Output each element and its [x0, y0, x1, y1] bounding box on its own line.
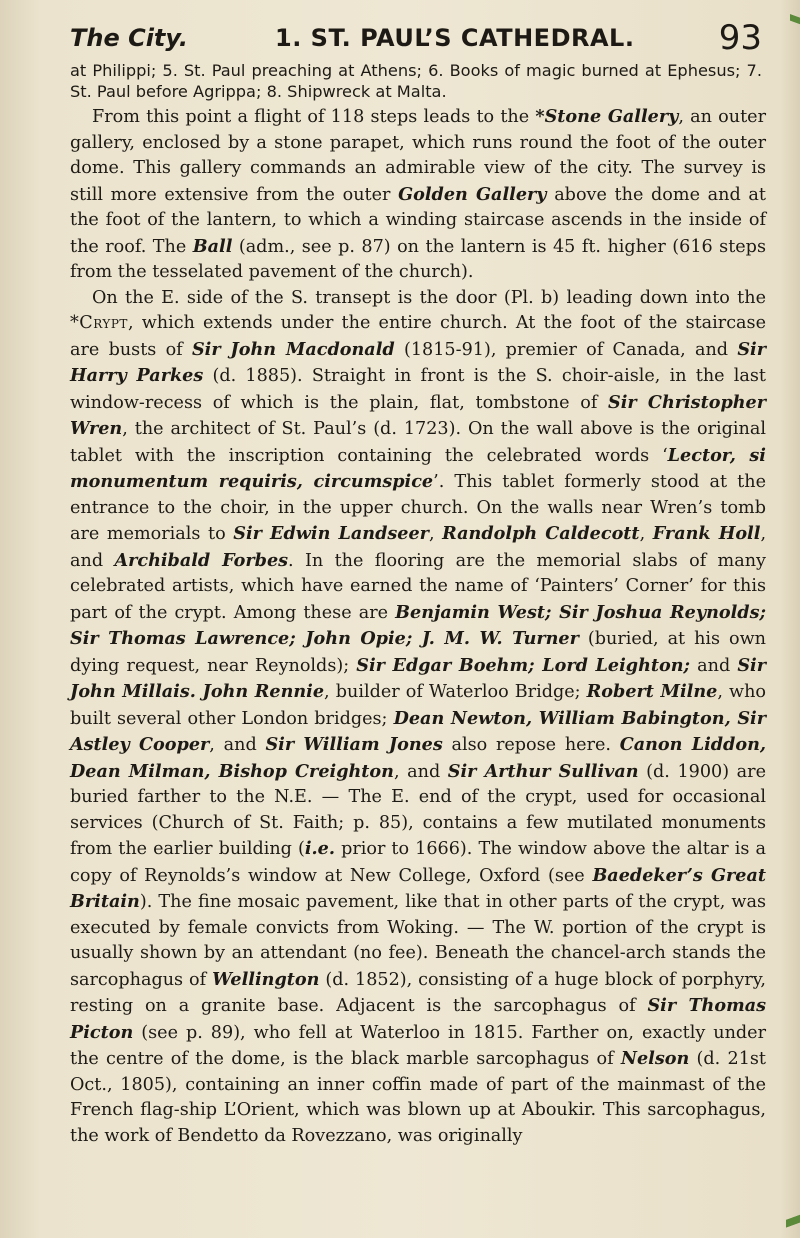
figure-list-text: at Philippi; 5. St. Paul preaching at Athens; 6. Books of magic burned at Ephesus; 7. St. Paul before Agrippa; 8. Shipwreck at Malta.	[70, 61, 762, 101]
emphasis-text: Sir William Jones	[265, 734, 443, 755]
text-run: (d. 1885). Straight in front is the S. choir-aisle, in the last window-recess of which is the plain, flat, tombstone of	[70, 366, 766, 413]
text-run: ). The fine mosaic pavement, like that in other parts of the crypt, was executed by female convicts from Woking. — The W. portion of the crypt is usually shown by an attendant (no fee). Beneath the chancel-arch stands the sarcophagus of	[70, 892, 766, 990]
emphasis-text: Sir Edwin Landseer	[233, 523, 429, 544]
page-number: 93	[718, 18, 762, 58]
body-text	[70, 104, 766, 1149]
text-run: On the E. side of the S. transept is the door (Pl. b) leading down into the	[92, 287, 766, 308]
emphasis-text: Baedeker’s Great Britain	[70, 864, 766, 912]
text-run: (see p. 89), who fell at Waterloo in 1815. Farther on, exactly under the centre of the dome, is the black marble sarcophagus of	[70, 1022, 766, 1069]
text-run: , who built several other London bridges;	[70, 682, 767, 729]
emphasis-text: Wellington	[212, 968, 320, 990]
emphasis-text: Archibald Forbes	[114, 549, 289, 571]
emphasis-text: Sir Arthur Sullivan	[447, 760, 639, 782]
text-run: , the architect of St. Paul’s (d. 1723). On the wall above is the original tablet with the inscription containing the celebrated words ‘	[70, 419, 766, 466]
text-run: (d. 1900) are buried farther to the N.E. — The E. end of the crypt, used for occasional services (Church of St. Faith; p. 85), contains a few mutilated monuments from the earlier building (	[70, 761, 766, 859]
text-run: , and	[393, 761, 448, 782]
running-header	[70, 18, 762, 58]
text-run: , which extends under the entire church. At the foot of the staircase are busts of	[70, 313, 766, 360]
emphasis-text: Benjamin West; Sir Joshua Reynolds; Sir Thomas Lawrence; John Opie; J. M. W. Turner	[70, 601, 766, 649]
paragraph	[70, 104, 766, 286]
small-caps-text: *Crypt	[70, 313, 128, 333]
text-run: also repose here.	[442, 735, 620, 755]
emphasis-text: Canon Liddon, Dean Milman, Bishop Creighton	[70, 734, 767, 782]
text-run: ’. This tablet formerly stood at the entrance to the choir, in the upper church. On the walls near Wren’s tomb are memorials to	[70, 472, 766, 544]
text-run: , and	[70, 524, 767, 571]
header-section-title: The City.	[70, 24, 188, 52]
text-run: (adm., see p. 87) on the lantern is 45 ft. higher (616 steps from the tesselated pavement of the church).	[70, 236, 766, 282]
emphasis-text: Frank Holl	[652, 523, 761, 544]
text-run: and	[690, 655, 738, 676]
text-run: (1815-91), premier of Canada, and	[394, 339, 738, 360]
emphasis-text: *Stone Gallery	[535, 106, 679, 127]
text-run: ,	[639, 524, 653, 544]
text-run: . In the flooring are the memorial slabs of many celebrated artists, which have earned the name of ‘Painters’ Corner’ for this part of the crypt. Among these are	[70, 550, 766, 623]
emphasis-text: Sir Edgar Boehm; Lord Leighton;	[356, 654, 691, 676]
emphasis-text: Nelson	[620, 1048, 690, 1069]
emphasis-text: Sir John Millais. John Rennie	[70, 654, 766, 702]
emphasis-text: Robert Milne	[586, 681, 718, 702]
emphasis-text: Randolph Caldecott	[442, 523, 640, 544]
emphasis-text: Sir Thomas Picton	[70, 995, 766, 1043]
paragraph	[70, 286, 766, 1150]
emphasis-text: Sir John Macdonald	[191, 338, 395, 360]
text-run: prior to 1666). The window above the altar is a copy of Reynolds’s window at New College, Oxford (see	[70, 839, 766, 886]
text-run: (buried, at his own dying request, near Reynolds);	[70, 629, 766, 676]
text-run: (d. 1852), consisting of a huge block of porphyry, resting on a granite base. Adjacent is the sarcophagus of	[70, 969, 767, 1016]
emphasis-text: Ball	[192, 235, 233, 257]
emphasis-text: Lector, si monumentum requiris, circumspice	[70, 444, 766, 492]
page-edge-mark	[790, 0, 800, 40]
emphasis-text: Dean Newton, William Babington, Sir Astley Cooper	[70, 707, 766, 755]
page-edge-mark	[786, 1204, 800, 1238]
emphasis-text: i.e.	[304, 838, 335, 859]
text-run: , builder of Waterloo Bridge;	[324, 682, 587, 702]
emphasis-text: Sir Christopher Wren	[70, 391, 767, 439]
text-run: (d. 21st Oct., 1805), containing an inner coffin made of part of the mainmast of the French flag-ship L’Orient, which was blown up at Aboukir. This sarcophagus, the work of Bendetto da Rovezzano, was originally	[70, 1049, 766, 1146]
text-run: ,	[428, 524, 443, 544]
text-run: , an outer gallery, enclosed by a stone parapet, which runs round the foot of the outer dome. This gallery commands an admirable view of the city. The survey is still more extensive from the outer	[70, 107, 766, 205]
text-run: , and	[209, 735, 266, 755]
emphasis-text: Golden Gallery	[398, 183, 547, 205]
text-run: From this point a flight of 118 steps leads to the	[92, 107, 536, 127]
header-chapter-title: 1. ST. PAUL’S CATHEDRAL.	[275, 24, 635, 52]
emphasis-text: Sir Harry Parkes	[70, 338, 766, 386]
text-run: above the dome and at the foot of the lantern, to which a winding staircase ascends in the inside of the roof. The	[70, 184, 766, 257]
